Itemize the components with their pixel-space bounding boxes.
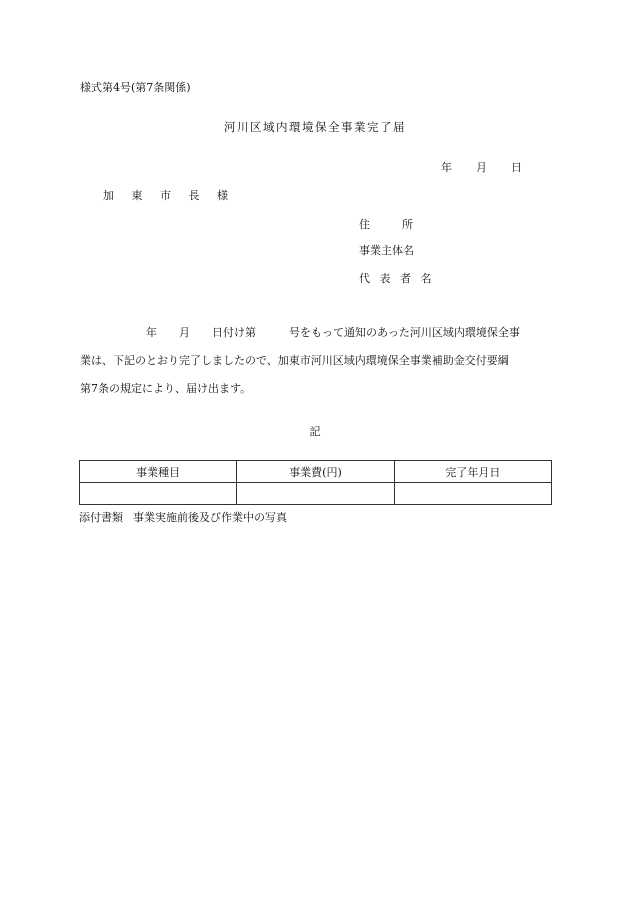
cell-project-type[interactable] xyxy=(80,483,237,505)
address-label-part-2: 所 xyxy=(402,218,413,231)
applicant-entity-label: 事業主体名 xyxy=(359,244,414,257)
address-label-part-1: 住 xyxy=(359,218,370,231)
attachment-note xyxy=(79,512,287,523)
attachment-text: 事業実施前後及び作業中の写真 xyxy=(133,511,287,524)
table-header-row xyxy=(80,461,552,483)
applicant-representative-label: 代 表 者 名 xyxy=(359,272,435,285)
cell-completion-date[interactable] xyxy=(394,483,551,505)
cell-project-cost[interactable] xyxy=(237,483,394,505)
form-number: 様式第4号(第7条関係) xyxy=(80,81,191,94)
project-table xyxy=(79,460,552,505)
body-paragraph xyxy=(80,327,560,411)
table-row xyxy=(80,483,552,505)
body-line: 第7条の規定により、届け出ます。 xyxy=(80,382,252,395)
ki-heading: 記 xyxy=(309,425,321,438)
header-project-cost: 事業費(円) xyxy=(237,461,394,483)
date-month-label: 月 xyxy=(476,161,487,174)
date-year-label: 年 xyxy=(441,161,452,174)
date-day-label: 日 xyxy=(511,161,522,174)
addressee: 加 東 市 長 様 xyxy=(103,189,235,202)
attachment-label: 添付書類 xyxy=(79,511,123,524)
header-completion-date: 完了年月日 xyxy=(394,461,551,483)
applicant-address-label xyxy=(359,219,413,230)
document-title: 河川区域内環境保全事業完了届 xyxy=(224,120,406,134)
body-line: 業は、下記のとおり完了しましたので、加東市河川区域内環境保全事業補助金交付要綱 xyxy=(80,354,509,367)
header-project-type: 事業種目 xyxy=(80,461,237,483)
body-line: 年 月 日付け第 号をもって通知のあった河川区域内環境保全事 xyxy=(80,326,520,339)
date-line xyxy=(441,162,522,173)
